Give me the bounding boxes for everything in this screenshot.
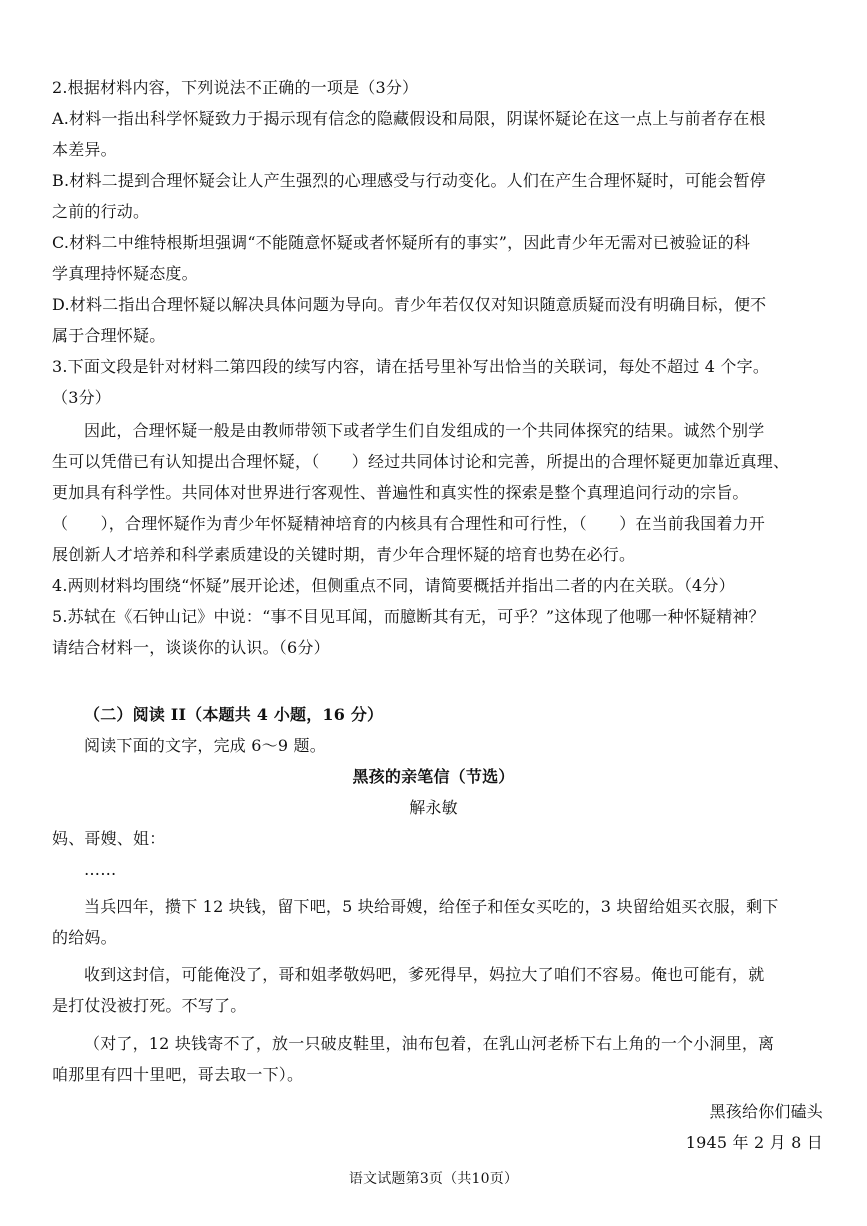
passage-3-line-1: 因此，合理怀疑一般是由教师带领下或者学生们自发组成的一个共同体探究的结果。诚然个别学 [84, 421, 765, 440]
question-3-score: （3分） [52, 388, 111, 407]
story-title: 黑孩的亲笔信（节选） [352, 767, 515, 786]
option-d-line-1: D.材料二指出合理怀疑以解决具体问题为导向。青少年若仅仅对知识随意质疑而没有明确目标，便不 [52, 295, 767, 314]
option-c-line-1: C.材料二中维特根斯坦强调“不能随意怀疑或者怀疑所有的事实”，因此青少年无需对已被验证的科 [52, 233, 751, 252]
letter-signature: 黑孩给你们磕头 [709, 1102, 823, 1121]
question-5-line-2: 请结合材料一，谈谈你的认识。（6分） [52, 638, 330, 657]
question-2-stem: 2.根据材料内容，下列说法不正确的一项是（3分） [52, 78, 419, 97]
section-title: （二）阅读 II（本题共 4 小题，16 分） [84, 705, 384, 724]
letter-para-3-line-1: （对了，12 块钱寄不了，放一只破皮鞋里，油布包着，在乳山河老桥下右上角的一个小洞里，离 [84, 1034, 775, 1053]
option-c-line-2: 学真理持怀疑态度。 [52, 264, 198, 283]
section-instruction: 阅读下面的文字，完成 6～9 题。 [84, 736, 326, 755]
option-a-line-1: A.材料一指出科学怀疑致力于揭示现有信念的隐藏假设和局限，阴谋怀疑论在这一点上与前者存在根 [52, 109, 766, 128]
option-a-line-2: 本差异。 [52, 140, 117, 159]
passage-3-line-5: 展创新人才培养和科学素质建设的关键时期，青少年合理怀疑的培育也势在必行。 [52, 545, 636, 564]
letter-para-1-line-2: 的给妈。 [52, 928, 117, 947]
question-5-line-1: 5.苏轼在《石钟山记》中说：“事不目见耳闻，而臆断其有无，可乎？”这体现了他哪一种怀疑精神？ [52, 607, 765, 626]
letter-para-1-line-1: 当兵四年，攒下 12 块钱，留下吧，5 块给哥嫂，给侄子和侄女买吃的，3 块留给姐买衣服，剩下 [84, 897, 779, 916]
passage-3-line-4: （ ），合理怀疑作为青少年怀疑精神培育的内核具有合理性和可行性，（ ）在当前我国着力开 [52, 514, 766, 533]
page-footer: 语文试题第3页（共10页） [348, 1171, 519, 1187]
option-b-line-2: 之前的行动。 [52, 202, 150, 221]
letter-para-2-line-1: 收到这封信，可能俺没了，哥和姐孝敬妈吧，爹死得早，妈拉大了咱们不容易。俺也可能有，就 [84, 965, 765, 984]
option-b-line-1: B.材料二提到合理怀疑会让人产生强烈的心理感受与行动变化。人们在产生合理怀疑时，可能会暂停 [52, 171, 766, 190]
story-author: 解永敏 [409, 798, 458, 817]
passage-3-line-2: 生可以凭借已有认知提出合理怀疑，（ ）经过共同体讨论和完善，所提出的合理怀疑更加靠近真理、 [52, 452, 790, 471]
option-d-line-2: 属于合理怀疑。 [52, 326, 166, 345]
letter-salutation: 妈、哥嫂、姐： [52, 829, 166, 848]
letter-para-3-line-2: 咱那里有四十里吧，哥去取一下）。 [52, 1065, 304, 1084]
letter-date: 1945 年 2 月 8 日 [685, 1133, 823, 1152]
question-3-stem: 3.下面文段是针对材料二第四段的续写内容，请在括号里补写出恰当的关联词，每处不超过 4 个字。 [52, 357, 770, 376]
letter-para-2-line-2: 是打仗没被打死。不写了。 [52, 996, 247, 1015]
question-4: 4.两则材料均围绕“怀疑”展开论述，但侧重点不同，请简要概括并指出二者的内在关联。（4分） [52, 576, 735, 595]
letter-ellipsis: …… [84, 860, 117, 879]
passage-3-line-3: 更加具有科学性。共同体对世界进行客观性、普遍性和真实性的探索是整个真理追问行动的宗旨。 [52, 483, 749, 502]
